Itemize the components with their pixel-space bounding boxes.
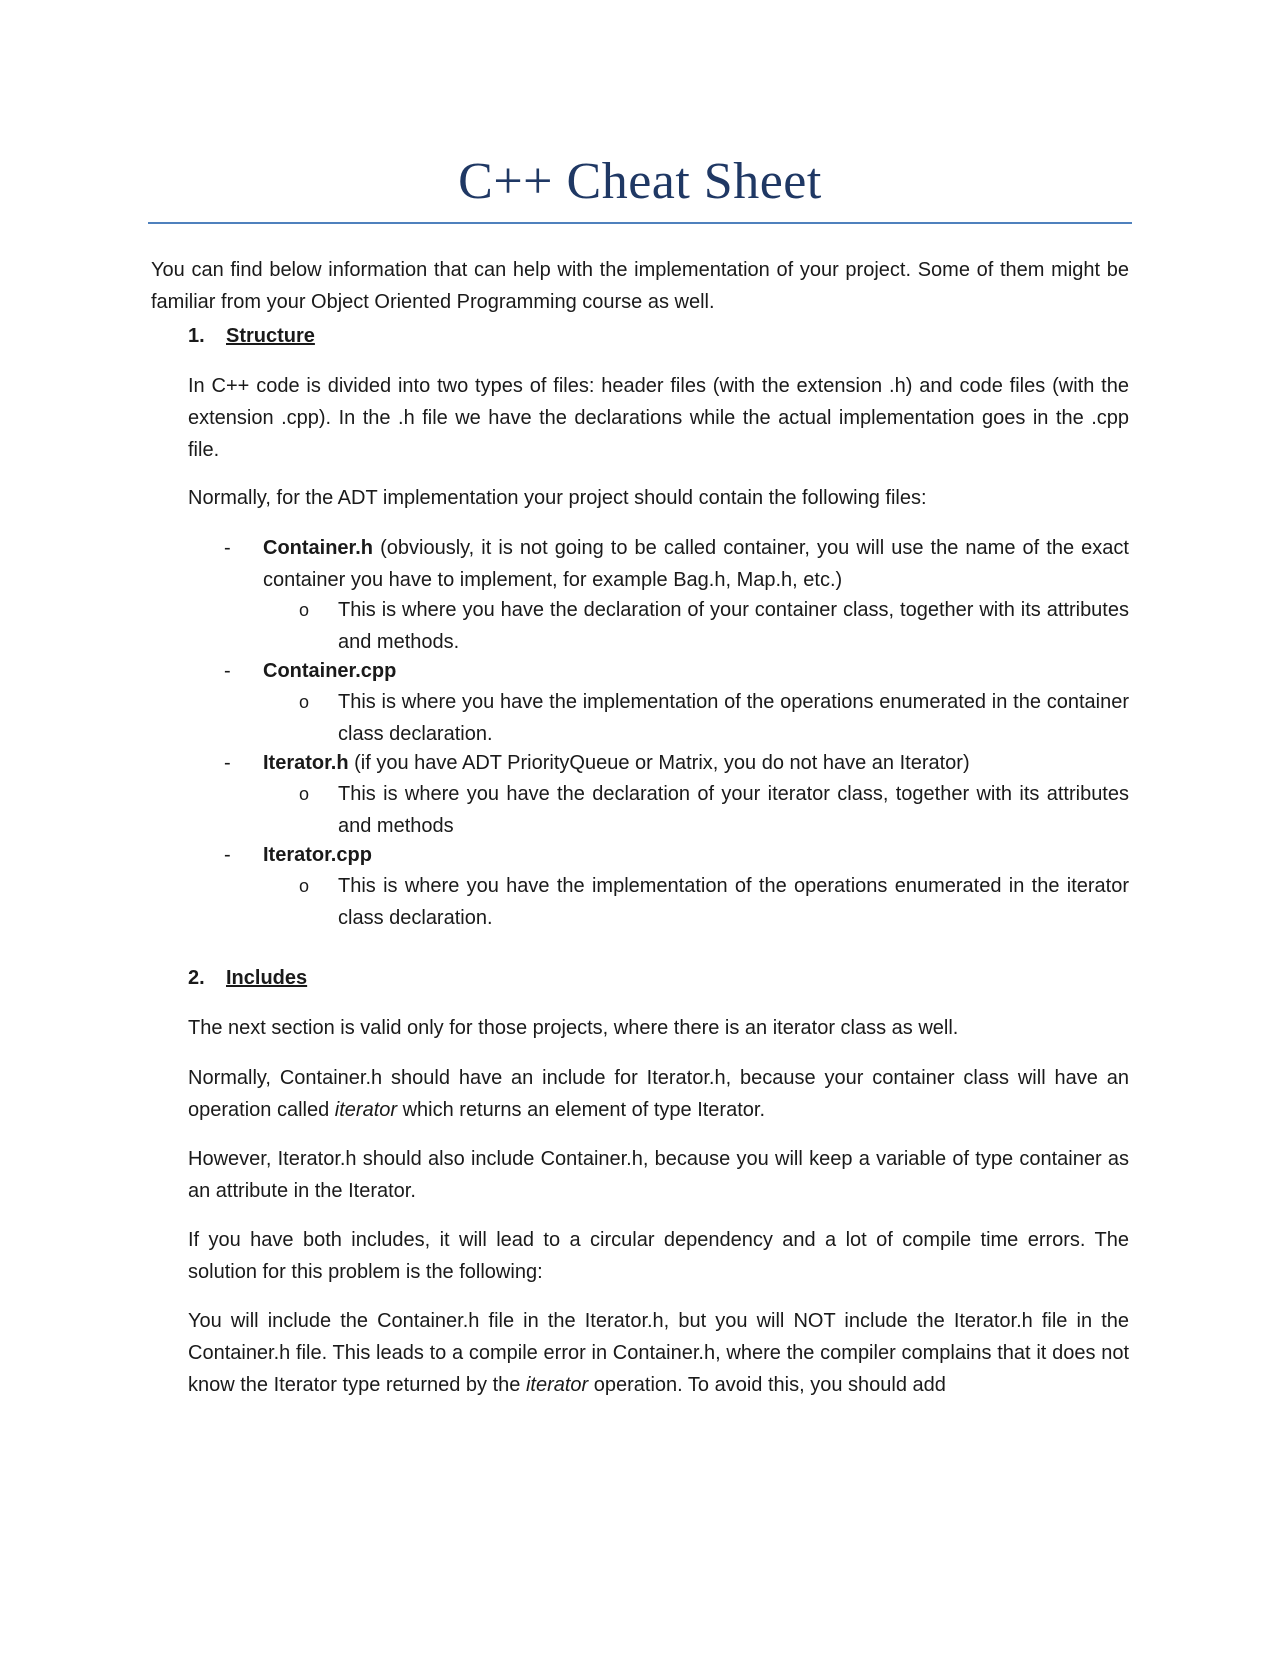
file-name: Iterator.cpp <box>263 844 372 866</box>
file-detail: This is where you have the implementation of the operations enumerated in the container class declaration. <box>338 691 1129 745</box>
dash-bullet: - <box>224 660 231 682</box>
circle-bullet: o <box>299 876 310 896</box>
code-term: iterator <box>334 1099 398 1121</box>
structure-paragraph-1: In C++ code is divided into two types of files: header files (with the extension .h) and code files (with the extension .cpp). In the .h file we have the declarations while the actual implementation goes in the .cpp file. <box>188 375 1129 461</box>
file-detail: This is where you have the declaration of your container class, together with its attributes and methods. <box>338 599 1129 653</box>
circle-bullet: o <box>299 692 310 712</box>
text-run: You will include the Container.h file in the Iterator.h, but you will NOT include the Iterator.h file in the Container.h file. This leads to a compile error in Container.h, where the compiler complains that it does not know the Iterator type returned by the <box>188 1310 1129 1396</box>
intro-paragraph: You can find below information that can help with the implementation of your project. Some of them might be familiar from your Object Oriented Programming course as well. <box>151 259 1129 313</box>
page-title: C++ Cheat Sheet <box>458 153 822 210</box>
file-name: Iterator.h <box>263 752 349 774</box>
code-term: iterator <box>525 1374 589 1396</box>
includes-paragraph-1: The next section is valid only for those projects, where there is an iterator class as well. <box>188 1017 959 1039</box>
circle-bullet: o <box>299 784 310 804</box>
includes-paragraph-5 <box>188 1305 1129 1401</box>
file-name: Container.cpp <box>263 660 397 682</box>
text-run: operation. To avoid this, you should add <box>588 1374 946 1396</box>
includes-paragraph-4: If you have both includes, it will lead to a circular dependency and a lot of compile time errors. The solution for this problem is the following: <box>188 1229 1129 1283</box>
text-run: which returns an element of type Iterator. <box>397 1099 765 1121</box>
file-detail: This is where you have the implementation of the operations enumerated in the iterator class declaration. <box>338 875 1129 929</box>
includes-paragraph-2 <box>188 1062 1129 1126</box>
structure-paragraph-2: Normally, for the ADT implementation your project should contain the following files: <box>188 487 927 509</box>
file-item-iterator-cpp <box>263 839 1129 871</box>
dash-bullet: - <box>224 844 231 866</box>
section-heading-structure <box>188 320 315 352</box>
file-item-container-h <box>263 532 1129 596</box>
file-item-iterator-h <box>263 747 1129 779</box>
title-underline <box>148 222 1132 224</box>
section-title: Includes <box>226 967 308 989</box>
file-item-container-cpp <box>263 655 1129 687</box>
text-run: Normally, Container.h should have an include for Iterator.h, because your container class will have an operation called <box>188 1067 1129 1121</box>
circle-bullet: o <box>299 600 310 620</box>
file-name: Container.h <box>263 537 374 559</box>
section-number: 1. <box>188 325 205 347</box>
dash-bullet: - <box>224 752 231 774</box>
dash-bullet: - <box>224 537 231 559</box>
section-title: Structure <box>226 325 315 347</box>
file-detail: This is where you have the declaration of your iterator class, together with its attributes and methods <box>338 783 1129 837</box>
file-note: (obviously, it is not going to be called container, you will use the name of the exact container you have to implement, for example Bag.h, Map.h, etc.) <box>263 537 1129 591</box>
file-note: (if you have ADT PriorityQueue or Matrix, you do not have an Iterator) <box>348 752 970 774</box>
section-number: 2. <box>188 967 205 989</box>
includes-paragraph-3: However, Iterator.h should also include Container.h, because you will keep a variable of type container as an attribute in the Iterator. <box>188 1148 1129 1202</box>
section-heading-includes <box>188 962 307 994</box>
